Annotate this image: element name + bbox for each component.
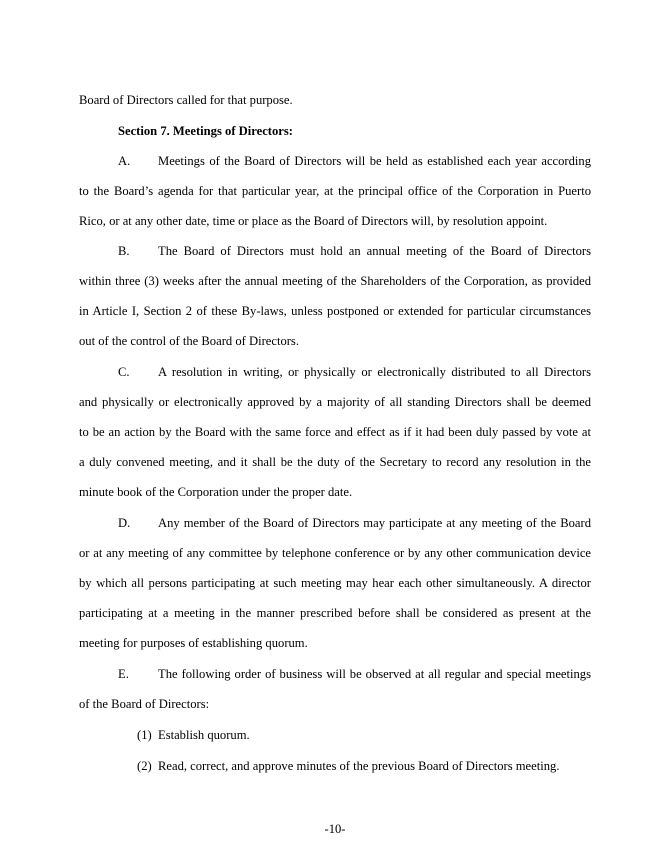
paragraph-letter: A.: [118, 154, 131, 168]
paragraph-d-line: participating at a meeting in the manner prescribed before shall be considered as present at the: [79, 606, 591, 620]
paragraph-b-line: within three (3) weeks after the annual meeting of the Shareholders of the Corporation, as provided: [79, 274, 591, 288]
paragraph-letter: D.: [118, 516, 131, 530]
paragraph-c-first-line: C. A resolution in writing, or physically or electronically distributed to all Directors: [118, 365, 591, 379]
paragraph-c-line: a duly convened meeting, and it shall be the duty of the Secretary to record any resolution in the: [79, 455, 591, 469]
paragraph-c-line: and physically or electronically approved by a majority of all standing Directors shall be deemed: [79, 395, 591, 409]
paragraph-a-line: to the Board’s agenda for that particular year, at the principal office of the Corporation in Puerto: [79, 184, 591, 198]
paragraph-e-first-line: E. The following order of business will be observed at all regular and special meetings: [118, 667, 591, 681]
paragraph-letter: C.: [118, 365, 130, 379]
paragraph-d-line: by which all persons participating at such meeting may hear each other simultaneously. A director: [79, 576, 591, 590]
section-heading: Section 7. Meetings of Directors:: [118, 124, 293, 138]
paragraph-b-first-line: B. The Board of Directors must hold an annual meeting of the Board of Directors: [118, 244, 591, 258]
paragraph-d-line: or at any meeting of any committee by telephone conference or by any other communication device: [79, 546, 591, 560]
order-item-text: Read, correct, and approve minutes of the previous Board of Directors meeting.: [158, 759, 560, 773]
paragraph-c-line: minute book of the Corporation under the proper date.: [79, 485, 353, 499]
order-item: [137, 727, 597, 743]
order-item: [137, 758, 597, 774]
paragraph-letter: B.: [118, 244, 130, 258]
paragraph-b-line: out of the control of the Board of Directors.: [79, 334, 299, 348]
paragraph-a-line: Rico, or at any other date, time or place as the Board of Directors will, by resolution appoint.: [79, 214, 548, 228]
page-number: -10-: [324, 822, 346, 836]
paragraph-letter: E.: [118, 667, 129, 681]
paragraph-d-line: meeting for purposes of establishing quorum.: [79, 636, 308, 650]
intro-line: Board of Directors called for that purpose.: [79, 93, 293, 107]
order-item-text: Establish quorum.: [158, 728, 250, 742]
paragraph-a-first-line: A. Meetings of the Board of Directors will be held as established each year according: [118, 154, 591, 168]
paragraph-d-first-line: D. Any member of the Board of Directors may participate at any meeting of the Board: [118, 516, 591, 530]
paragraph-b-line: in Article I, Section 2 of these By-laws, unless postponed or extended for particular circumstances: [79, 304, 591, 318]
order-item-number: (2): [137, 759, 152, 773]
paragraph-c-line: to be an action by the Board with the same force and effect as if it had been duly passed by vote at: [79, 425, 591, 439]
order-item-number: (1): [137, 728, 152, 742]
paragraph-e-line: of the Board of Directors:: [79, 697, 210, 711]
